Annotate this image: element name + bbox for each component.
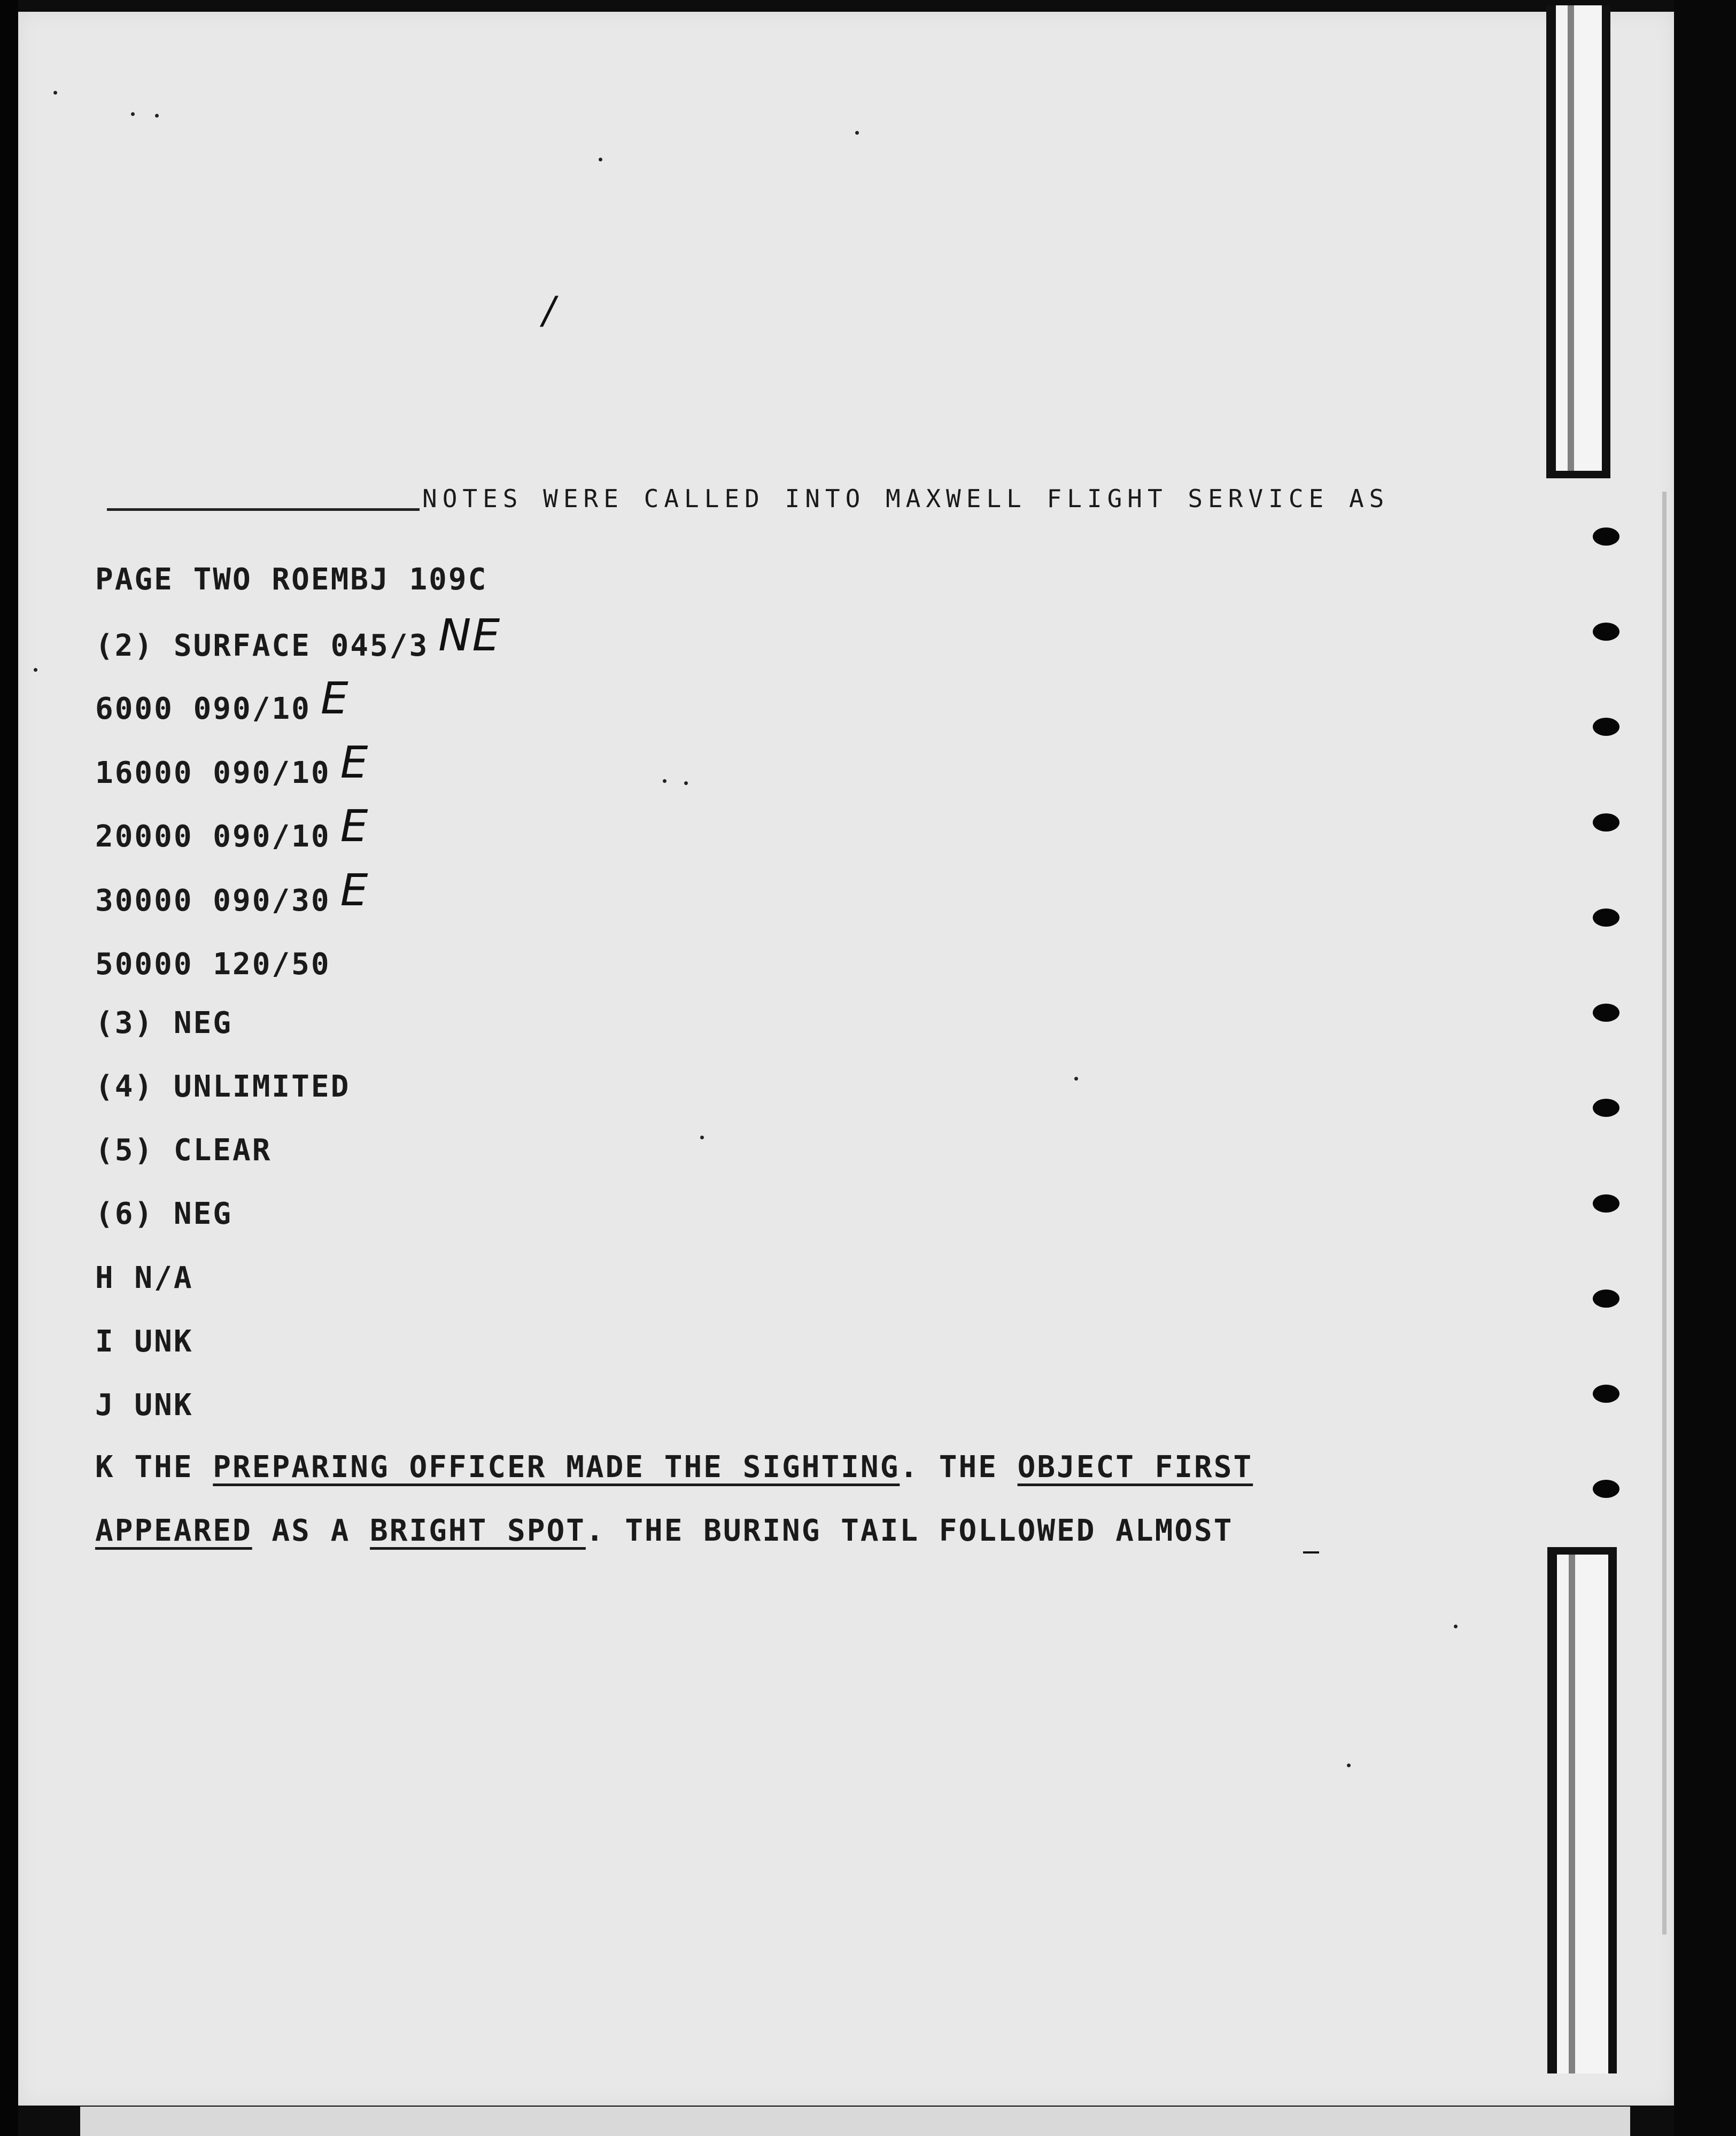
scan-right-border	[1674, 0, 1736, 2136]
wind-row	[95, 610, 501, 663]
handwritten-direction: E	[340, 801, 369, 852]
report-item: J UNK	[95, 1388, 193, 1423]
punch-hole	[1593, 623, 1619, 641]
punch-hole	[1593, 527, 1619, 546]
document-page	[18, 12, 1674, 2106]
wind-row	[95, 865, 369, 918]
underlined-phrase: OBJECT FIRST	[1017, 1450, 1253, 1485]
speck	[34, 668, 37, 672]
punch-hole	[1593, 1385, 1619, 1403]
wind-row	[95, 801, 369, 854]
wind-row	[95, 673, 350, 726]
speck	[855, 131, 859, 135]
underlined-phrase: BRIGHT SPOT	[370, 1513, 586, 1548]
handwritten-direction: E	[340, 865, 369, 916]
stray-pen-mark: /	[542, 289, 555, 332]
handwritten-direction: NE	[438, 610, 501, 661]
scan-left-border	[0, 0, 18, 2136]
punch-hole	[1593, 1099, 1619, 1117]
header-rule	[107, 508, 420, 511]
speck	[155, 114, 159, 118]
speck	[599, 158, 602, 161]
wind-value: 16000 090/10	[95, 756, 331, 790]
punch-hole	[1593, 718, 1619, 736]
stray-dash	[1303, 1551, 1319, 1554]
wind-value: 30000 090/30	[95, 883, 331, 918]
speck	[131, 112, 135, 116]
binder-tube-bottom	[1547, 1547, 1617, 2073]
wind-row	[95, 944, 340, 981]
wind-value: 50000 120/50	[95, 947, 331, 982]
handwritten-direction: E	[340, 737, 369, 788]
wind-row	[95, 737, 369, 790]
punch-hole	[1593, 1004, 1619, 1022]
punch-hole	[1593, 1290, 1619, 1308]
scan-bottom-strip	[80, 2107, 1630, 2136]
report-item: (5) CLEAR	[95, 1133, 272, 1168]
wind-value: (2) SURFACE 045/3	[95, 628, 429, 663]
punch-hole	[1593, 1194, 1619, 1213]
report-item: I UNK	[95, 1324, 193, 1359]
page-edge	[1662, 492, 1667, 1935]
report-item: (6) NEG	[95, 1197, 233, 1231]
narrative-line: K THE PREPARING OFFICER MADE THE SIGHTING. THE OBJECT FIRST	[95, 1450, 1253, 1485]
cut-off-header-text	[422, 486, 1389, 498]
speck	[684, 781, 688, 785]
speck	[663, 779, 666, 783]
page-label: PAGE TWO ROEMBJ 109C	[95, 562, 488, 597]
underlined-phrase: APPEARED	[95, 1513, 252, 1548]
report-item: H N/A	[95, 1261, 193, 1295]
speck	[53, 91, 57, 95]
speck	[700, 1136, 704, 1139]
punch-hole	[1593, 1480, 1619, 1498]
speck	[1454, 1625, 1458, 1628]
wind-value: 6000 090/10	[95, 692, 311, 726]
punch-hole	[1593, 908, 1619, 927]
underlined-phrase: PREPARING OFFICER MADE THE SIGHTING	[213, 1450, 900, 1485]
speck	[1074, 1077, 1078, 1081]
handwritten-direction: E	[320, 673, 350, 724]
punch-hole	[1593, 813, 1619, 832]
speck	[1347, 1764, 1351, 1767]
binder-tube-top	[1546, 5, 1610, 478]
wind-value: 20000 090/10	[95, 819, 331, 854]
narrative-line: APPEARED AS A BRIGHT SPOT. THE BURING TAIL FOLLOWED ALMOST	[95, 1513, 1234, 1548]
report-item: (3) NEG	[95, 1006, 233, 1040]
report-item: (4) UNLIMITED	[95, 1069, 351, 1104]
